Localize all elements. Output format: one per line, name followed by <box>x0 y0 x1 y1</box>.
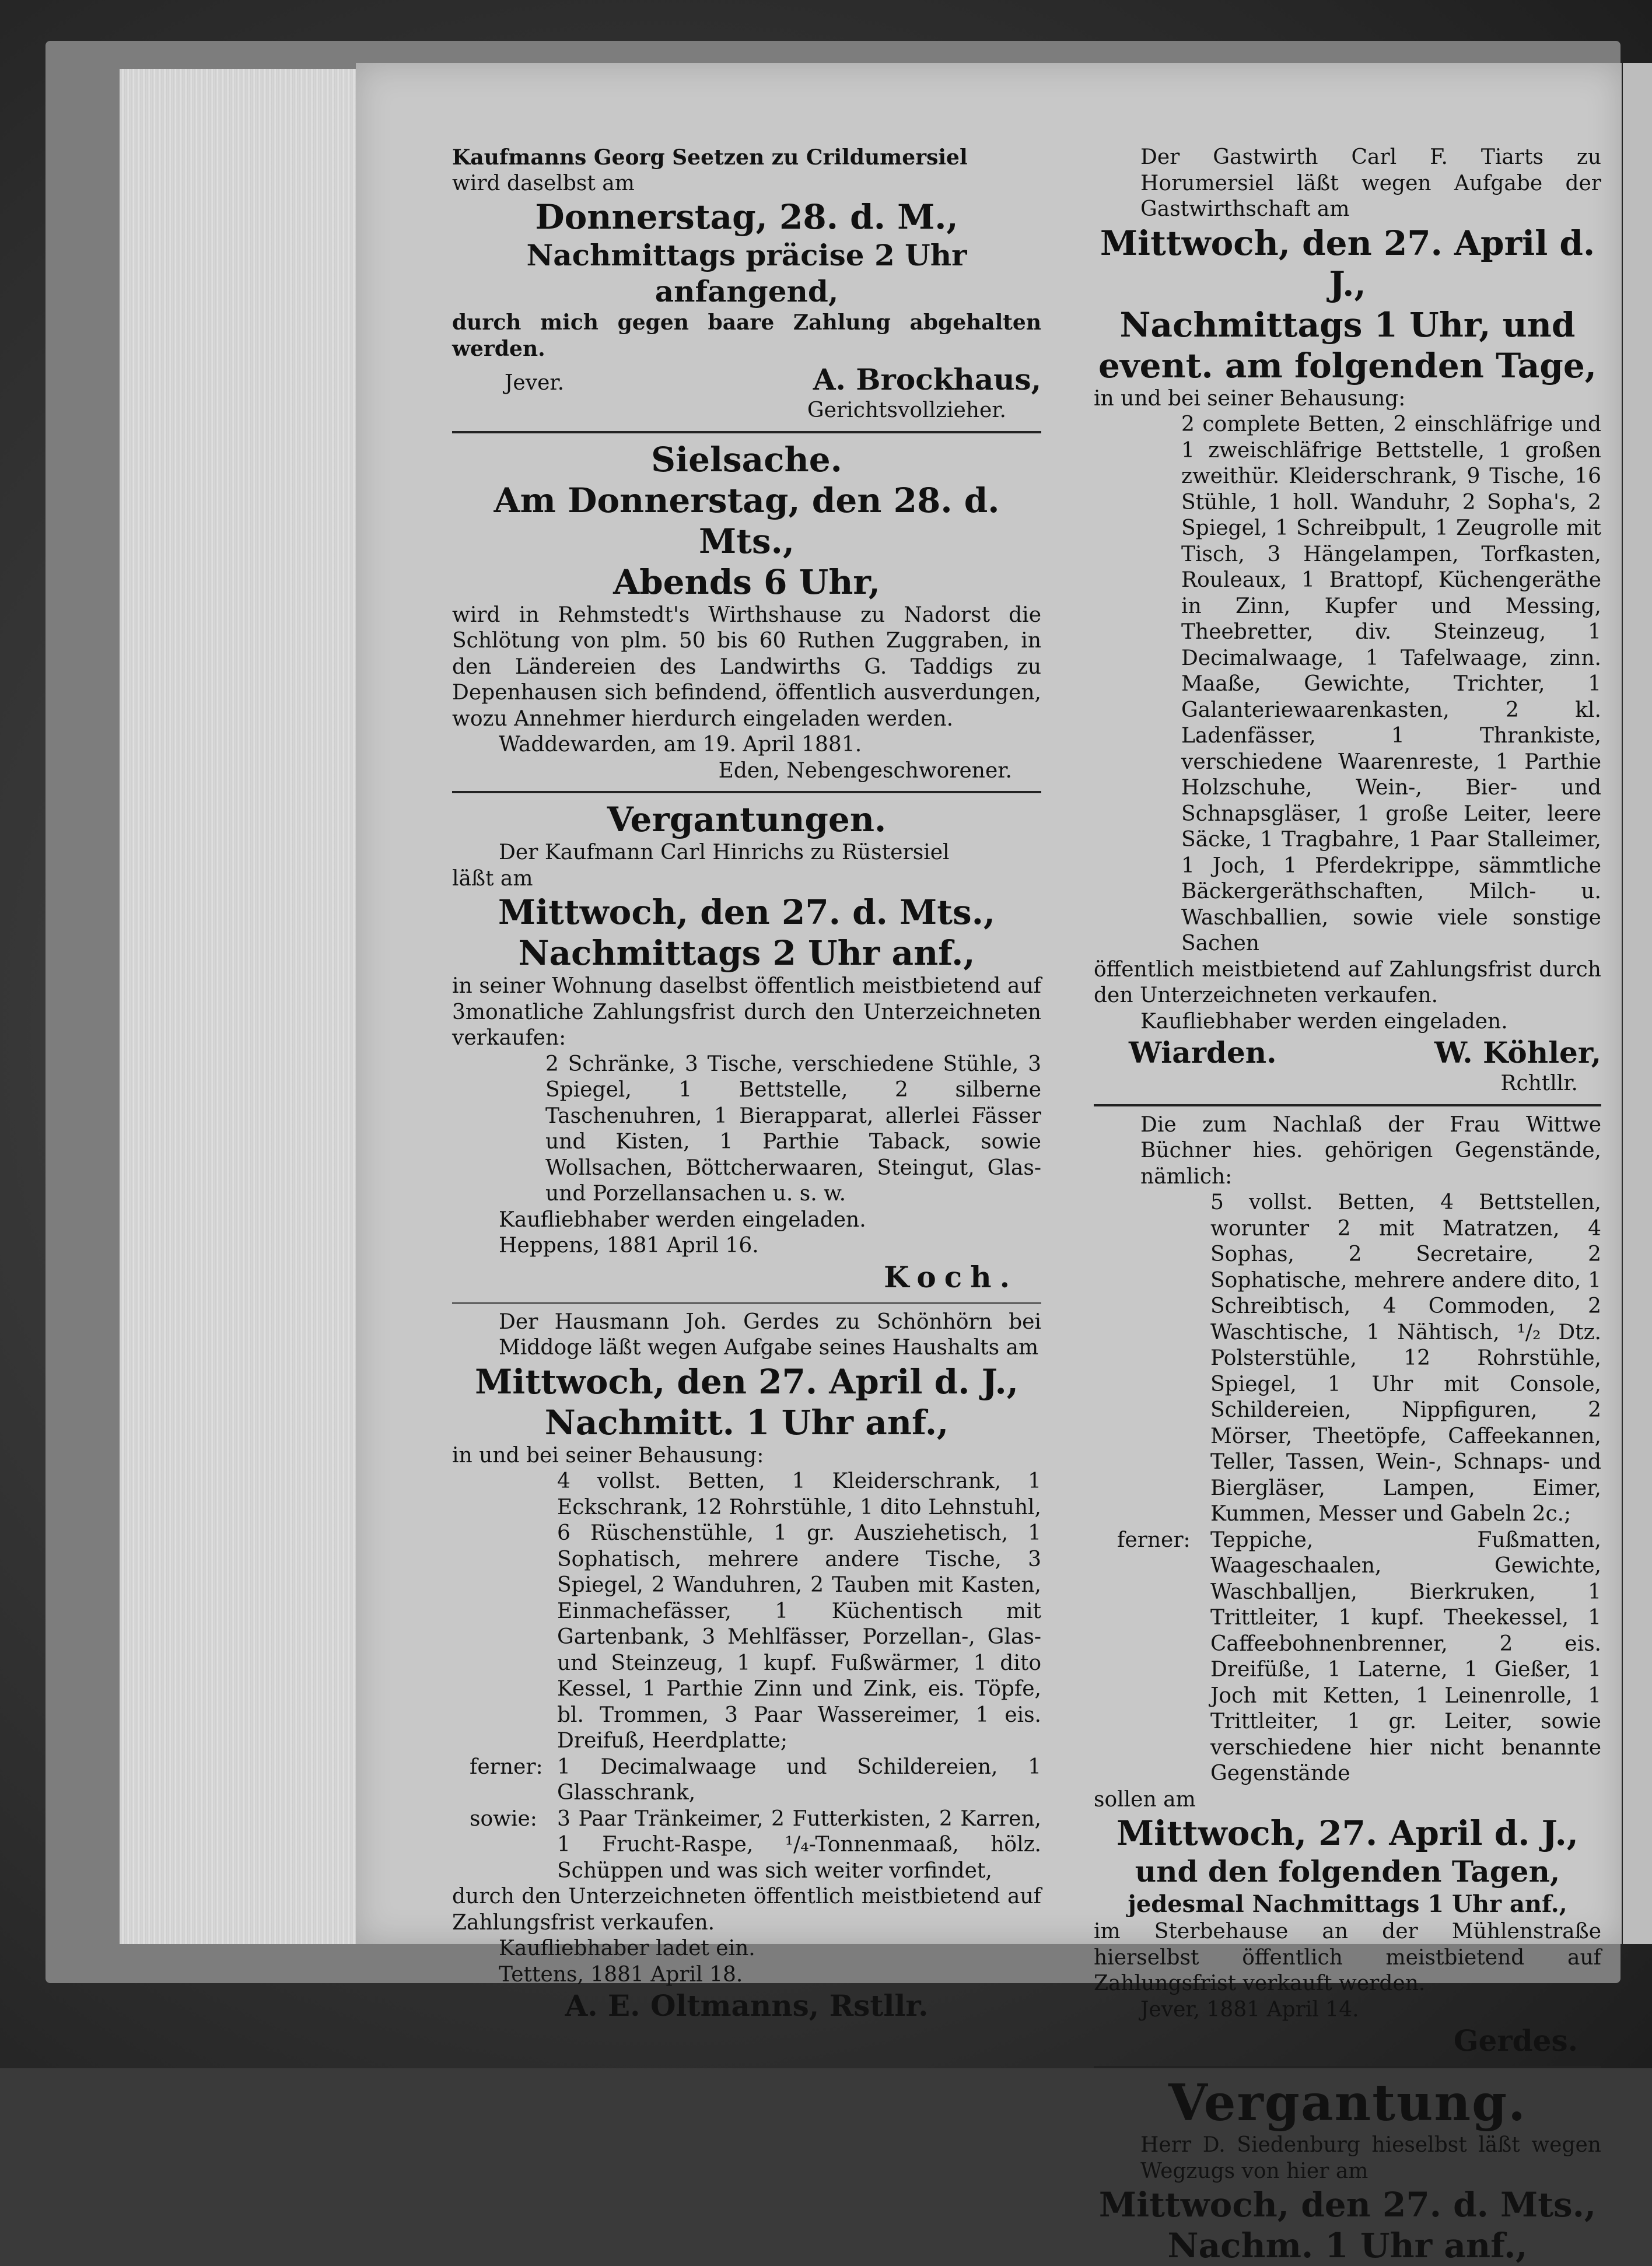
ad-date: Mittwoch, 27. April d. J., <box>1116 1813 1579 1853</box>
ad-line: Der Kaufmann Carl Hinrichs zu Rüstersiel <box>499 840 950 864</box>
ad-time: Nachmittags 1 Uhr, und event. am folgenden Tage, <box>1098 304 1597 386</box>
ad-invite: Kaufliebhaber ladet ein. <box>499 1936 755 1960</box>
ad-line: Der Hausmann Joh. Gerdes zu Schönhörn bei Middoge läßt wegen Aufgabe seines Haushalts am <box>499 1309 1041 1360</box>
ad-line: sollen am <box>1094 1787 1196 1812</box>
ad-ferner <box>1094 1528 1601 1787</box>
ad-signer: A. E. Oltmanns, Rstllr. <box>565 1988 929 2023</box>
ad-line: öffentlich meistbietend auf Zahlungsfrist durch den Unterzeichneten verkaufen. <box>1094 957 1601 1007</box>
ad-items: 5 vollst. Betten, 4 Bettstellen, worunter 2 mit Matratzen, 4 Sophas, 2 Secretaire, 2 Sophatische, mehrere andere dito, 1 Schreibtisch, 4 Commoden, 2 Waschtische, 1 Nähtisch, ¹/₂ Dtz. Polsterstühle, 12 Rohrstühle, Spiegel, 1 Uhr mit Console, Schildereien, Nippfiguren, 2 Mörser, Theetöpfe, Caffeekannen, Teller, Tassen, Wein-, Schnaps- und Biergläser, Lampen, Eimer, Kummen, Messer und Gabeln 2c.; <box>1210 1190 1601 1526</box>
ad-items: 2 complete Betten, 2 einschläfrige und 1 zweischläfrige Bettstelle, 1 großen zweithür. Kleiderschrank, 9 Tische, 16 Stühle, 1 holl. Wanduhr, 2 Sopha's, 2 Spiegel, 1 Schreibpult, 1 Zeugrolle mit Tisch, 3 Hängelampen, Torfkasten, Rouleaux, 1 Brattopf, Küchengeräthe in Zinn, Kupfer und Messing, Theebretter, div. Steinzeug, 1 Decimalwaage, 1 Tafelwaage, zinn. Maaße, Gewichte, Trichter, 1 Galanteriewaarenkasten, 2 kl. Ladenfässer, 1 Thrankiste, verschiedene Waarenreste, 1 Parthie Holzschuhe, Wein-, Bier- und Schnapsgläser, 1 große Leiter, leere Säcke, 1 Tragbahre, 1 Paar Stalleimer, 1 Joch, 1 Pferdekrippe, sämmtliche Bäckergeräthschaften, Milch- u. Waschballien, sowie viele sonstige Sachen <box>1181 412 1601 955</box>
label: sowie: <box>470 1806 537 1831</box>
ad-time: Nachmittags präcise 2 Uhr anfangend, <box>526 238 967 309</box>
ad-line: Der Gastwirth Carl F. Tiarts zu Horumersiel läßt wegen Aufgabe der Gastwirthschaft am <box>1140 145 1601 221</box>
ad-date: Mittwoch, den 27. d. Mts., <box>1098 2185 1597 2225</box>
ad-body: wird in Rehmstedt's Wirthshause zu Nadorst die Schlötung von plm. 50 bis 60 Ruthen Zuggraben, in den Ländereien des Landwirths G. Taddigs zu Depenhausen sich befindend, öffentlich ausverdungen, wozu Annehmer hierdurch eingeladen werden. <box>452 603 1041 731</box>
ad-line: läßt am <box>452 866 533 891</box>
ad-time: jedesmal Nachmittags 1 Uhr anf., <box>1128 1890 1567 1918</box>
ad-sielsache <box>452 439 1041 784</box>
ad-signer: Koch. <box>884 1259 1018 1294</box>
text: Teppiche, Fußmatten, Waageschaalen, Gewichte, Waschballjen, Bierkruken, 1 Trittleiter, 1 kupf. Theekessel, 1 Caffeebohnenbrenner, 2 eis. Dreifüße, 1 Laterne, 1 Gießer, 1 Joch mit Ketten, 1 Leinenrolle, 1 Trittleiter, 1 gr. Leiter, sowie verschiedene hier nicht benannte Gegenstände <box>1210 1528 1601 1785</box>
label: ferner: <box>470 1754 543 1779</box>
ad-line: durch den Unterzeichneten öffentlich meistbietend auf Zahlungsfrist verkaufen. <box>452 1885 1041 1935</box>
ad-dateline: Waddewarden, am 19. April 1881. <box>499 733 862 756</box>
ad-date: Mittwoch, den 27. April d. J., <box>1100 223 1595 304</box>
ad-time: Nachm. 1 Uhr anf., <box>1167 2226 1528 2265</box>
ad-signer: Eden, Nebengeschworener. <box>718 758 1012 783</box>
ad-time: Nachmittags 2 Uhr anf., <box>518 933 975 973</box>
ad-heading: Sielsache. <box>651 439 842 479</box>
ad-hinrichs <box>452 799 1041 1295</box>
ad-siedenburg <box>1094 2074 1601 2266</box>
ad-dateline: Jever, 1881 April 14. <box>1140 1997 1359 2022</box>
ad-dateline: Heppens, 1881 April 16. <box>499 1234 759 1258</box>
ad-ferner <box>452 1754 1041 1806</box>
ad-line: in und bei seiner Behausung: <box>1094 386 1406 411</box>
ad-line: Kaufmanns Georg Seetzen zu Crildumersiel <box>452 145 968 170</box>
right-column <box>1094 145 1601 2266</box>
ad-date: Mittwoch, den 27. April d. J., <box>475 1361 1019 1402</box>
next-page-strip <box>1623 63 1652 1944</box>
ad-invite: Kaufliebhaber werden eingeladen. <box>1140 1009 1508 1034</box>
ad-place: Jever. <box>505 371 565 395</box>
ad-sowie <box>452 1806 1041 1885</box>
ad-gerdes-schoenhoern <box>452 1309 1041 2025</box>
ad-items: 2 Schränke, 3 Tische, verschiedene Stühle, 3 Spiegel, 1 Bettstelle, 2 silberne Taschenuhren, 1 Bierapparat, allerlei Fässer und Kisten, 1 Parthie Taback, sowie Wollsachen, Böttcherwaaren, Steingut, Glas- und Porzellansachen u. s. w. <box>545 1052 1041 1206</box>
ad-signer-title: Rchtllr. <box>1500 1071 1578 1095</box>
ad-signer-title: Gerichtsvollzieher. <box>807 398 1006 422</box>
ad-line: in und bei seiner Behausung: <box>452 1443 764 1468</box>
ad-date: und den folgenden Tagen, <box>1135 1854 1560 1889</box>
divider <box>452 791 1041 793</box>
ad-signature-row <box>452 362 1041 398</box>
ad-items: 4 vollst. Betten, 1 Kleiderschrank, 1 Eckschrank, 12 Rohrstühle, 1 dito Lehnstuhl, 6 Rüschenstühle, 1 gr. Ausziehetisch, 1 Sophatisch, mehrere andere Tische, 3 Spiegel, 2 Wanduhren, 2 Tauben mit Kasten, Einmachefässer, 1 Küchentisch mit Gartenbank, 3 Mehlfässer, Porzellan-, Glas- und Steinzeug, 1 kupf. Fußwärmer, 1 dito Kessel, 1 Parthie Zinn und Zink, eis. Töpfe, bl. Trommen, 3 Paar Wassereimer, 1 eis. Dreifuß, Heerdplatte; <box>557 1469 1041 1753</box>
divider <box>1094 2066 1601 2068</box>
ad-date: Am Donnerstag, den 28. d. Mts., <box>494 480 1000 561</box>
text: 1 Decimalwaage und Schildereien, 1 Glasschrank, <box>557 1754 1041 1805</box>
section-heading: Vergantung. <box>1168 2074 1527 2132</box>
ad-tiarts <box>1094 145 1601 1097</box>
ad-line: durch mich gegen baare Zahlung abgehalten werden. <box>452 310 1041 361</box>
ad-line: im Sterbehause an der Mühlenstraße hierselbst öffentlich meistbietend auf Zahlungsfrist verkauft werden. <box>1094 1920 1601 1995</box>
ad-signature-row <box>1094 1035 1601 1071</box>
ad-place: Wiarden. <box>1129 1035 1277 1070</box>
ad-body: in seiner Wohnung daselbst öffentlich meistbietend auf 3monatliche Zahlungsfrist durch den Unterzeichneten verkaufen: <box>452 974 1041 1050</box>
ad-line: wird daselbst am <box>452 171 635 195</box>
divider <box>452 431 1041 433</box>
ad-signer: W. Köhler, <box>1434 1035 1601 1070</box>
ad-line: Die zum Nachlaß der Frau Wittwe Büchner hies. gehörigen Gegenstände, nämlich: <box>1140 1112 1601 1189</box>
ad-buechner <box>1094 1112 1601 2060</box>
divider <box>1094 1104 1601 1106</box>
ad-dateline: Tettens, 1881 April 18. <box>499 1962 743 1987</box>
newspaper-page <box>356 63 1622 2265</box>
ad-date: Donnerstag, 28. d. M., <box>535 197 958 237</box>
ad-date: Mittwoch, den 27. d. Mts., <box>498 892 996 932</box>
label: ferner: <box>1117 1528 1191 1552</box>
left-column <box>452 145 1041 2024</box>
ad-signer: Gerdes. <box>1453 2023 1578 2058</box>
section-heading: Vergantungen. <box>607 800 887 839</box>
ad-time: Abends 6 Uhr, <box>613 562 880 602</box>
page-edges <box>120 69 362 1944</box>
text: 3 Paar Tränkeimer, 2 Futterkisten, 2 Karren, 1 Frucht-Raspe, ¹/₄-Tonnenmaaß, hölz. Schüppen und was sich weiter vorfindet, <box>557 1806 1041 1883</box>
divider <box>452 1302 1041 1304</box>
ad-signer: A. Brockhaus, <box>813 362 1041 397</box>
ad-line: Herr D. Siedenburg hieselbst läßt wegen Wegzugs von hier am <box>1140 2133 1601 2183</box>
ad-seetzen <box>452 145 1041 424</box>
ad-invite: Kaufliebhaber werden eingeladen. <box>499 1207 866 1232</box>
ad-time: Nachmitt. 1 Uhr anf., <box>544 1402 949 1442</box>
